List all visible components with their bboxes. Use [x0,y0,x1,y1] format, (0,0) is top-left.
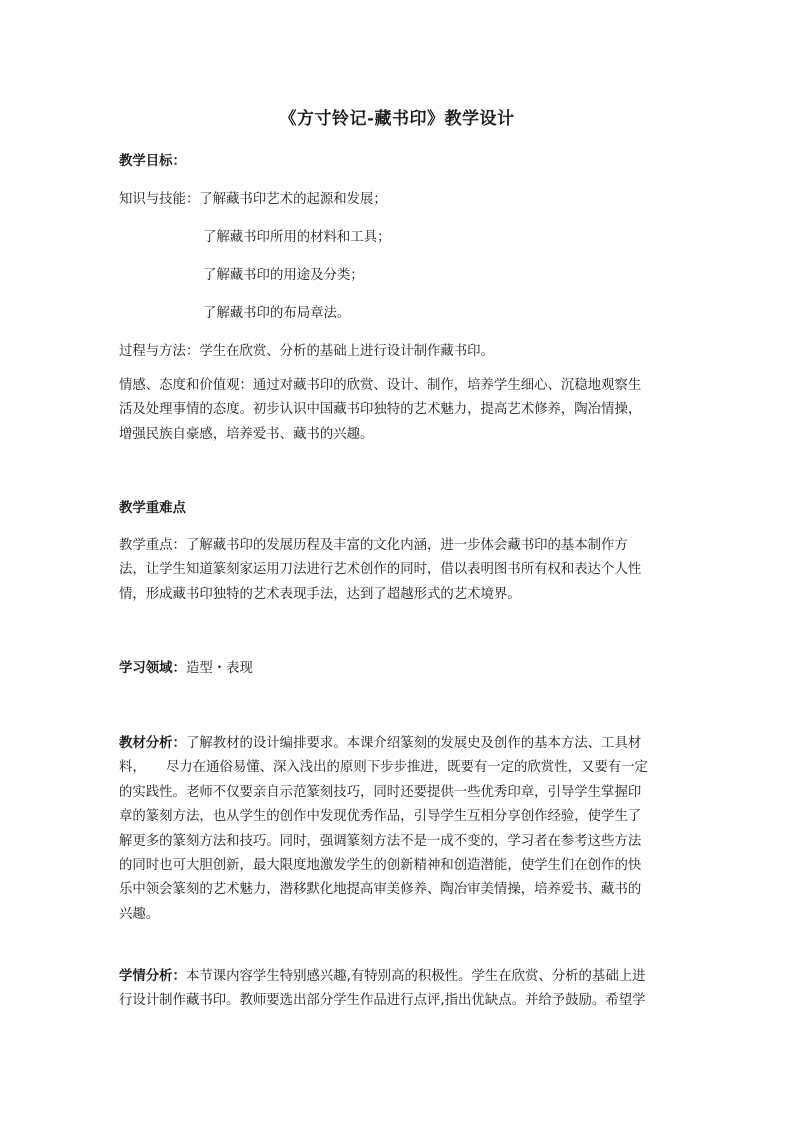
text-line: 乐中领会篆刻的艺术魅力，潜移默化地提高审美修养、陶冶审美情操，培养爱书、藏书的 [119,882,642,898]
material-analysis-paragraph [119,732,679,927]
knowledge-item: 了解藏书印的用途及分类； [203,268,364,283]
material-analysis-label: 教材分析： [119,736,186,751]
learning-domain-label: 学习领域： [119,661,186,676]
knowledge-line-1 [119,188,387,212]
learning-domain-value: 造型・表现 [185,661,253,676]
learner-analysis-paragraph [119,965,679,1014]
text-line: 章的篆刻方法，也从学生的创作中发现优秀作品，引导学生互相分享创作经验，使学生了 [119,809,642,825]
text-line: 学情分析：本节课内容学生特别感兴趣,有特别高的积极性。学生在欣赏、分析的基础上进 [119,969,646,984]
text-line: 增强民族自豪感，培养爱书、藏书的兴趣。 [119,426,374,442]
text-line: 情，形成藏书印独特的艺术表现手法，达到了超越形式的艺术境界。 [119,586,521,602]
document-title: 《方寸铃记-藏书印》教学设计 [279,109,515,129]
text-line: 的实践性。老师不仅要亲自示范篆刻技巧，同时还要提供一些优秀印章，引导学生掌握印 [119,784,642,800]
knowledge-label: 知识与技能： [119,192,200,207]
knowledge-item: 了解藏书印所用的材料和工具； [203,230,391,245]
text-line: 解更多的篆刻方法和技巧。同时，强调篆刻方法不是一成不变的，学习者在参考这些方法 [119,833,642,849]
knowledge-item: 了解藏书印艺术的起源和发展； [199,192,387,207]
text-line: 情感、态度和价值观：通过对藏书印的欣赏、设计、制作，培养学生细心、沉稳地观察生 [119,378,642,393]
text-line: 法，让学生知道篆刻家运用刀法进行艺术创作的同时，借以表明图书所有权和表达个人性 [119,562,642,578]
process-method: 过程与方法：学生在欣赏、分析的基础上进行设计制作藏书印。 [119,344,494,359]
learner-analysis-label: 学情分析： [119,969,186,984]
key-points-heading: 教学重难点 [119,501,186,516]
knowledge-item: 了解藏书印的布局章法。 [203,306,351,321]
text-line: 兴趣。 [119,906,160,922]
text-line: 教学重点：了解藏书印的发展历程及丰富的文化内涵，进一步体会藏书印的基本制作方 [119,538,628,553]
key-points-paragraph [119,534,679,607]
text-line: 料， 尽力在通俗易懂、深入浅出的原则下步步推进，既要有一定的欣赏性，又要有一定 [119,760,648,776]
emotion-paragraph [119,374,679,447]
text-line: 活及处理事情的态度。初步认识中国藏书印独特的艺术魅力，提高艺术修养，陶冶情操， [119,402,642,418]
text-line: 的同时也可大胆创新，最大限度地激发学生的创新精神和创造潜能，使学生们在创作的快 [119,858,642,874]
objectives-heading: 教学目标： [119,154,186,169]
learning-domain [119,657,253,681]
text-line: 教材分析：了解教材的设计编排要求。本课介绍篆刻的发展史及创作的基本方法、工具材 [119,736,642,751]
text-line: 行设计制作藏书印。教师要选出部分学生作品进行点评,指出优缺点。并给予鼓励。希望学 [119,993,646,1009]
